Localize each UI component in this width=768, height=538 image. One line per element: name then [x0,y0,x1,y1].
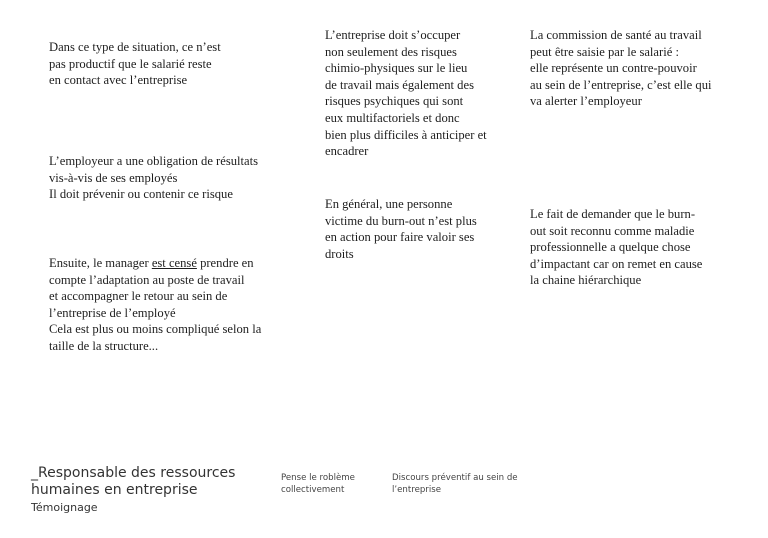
footer-subtitle: Témoignage [31,501,98,514]
note-burnout-victim: En général, une personne victime du burn-out n’est plus en action pour faire valoir ses droits [325,197,477,261]
note-employer-obligation: L’employeur a une obligation de résultats vis-à-vis de ses employés Il doit prévenir ou contenir ce risque [49,154,259,202]
note-manager-role [49,255,289,355]
note-manager-role-end: prendre en compte l’adaptation au poste de travail et accompagner le retour au sein de l’entreprise de l’employé Cela est plus ou moins compliqué selon la taille de la structure... [49,256,262,353]
note-productivity: Dans ce type de situation, ce n’est pas productif que le salarié reste en contact avec l’entreprise [49,40,221,88]
footer-title: _Responsable des ressources humaines en entreprise [31,465,236,498]
note-manager-role-underlined: est censé [151,256,197,270]
footer-note-collective: Pense le roblème collectivement [281,473,355,495]
note-psychic-risks: L’entreprise doit s’occuper non seulement des risques chimio-physiques sur le lieu de travail mais également des risques psychiques qui sont eux multifactoriels et donc bien plus difficiles à anticiper et encadrer [325,28,487,159]
note-manager-role-start: Ensuite, le manager [49,256,152,270]
note-health-commission: La commission de santé au travail peut être saisie par le salarié : elle représente un contre-pouvoir au sein de l’entreprise, c’est elle qui va alerter l’employeur [530,28,712,109]
note-occupational-disease: Le fait de demander que le burn- out soit reconnu comme maladie professionnelle a quelque chose d’impactant car on remet en cause la chaine hiérarchique [530,207,703,288]
footer-note-preventive: Discours préventif au sein de l’entreprise [392,473,518,495]
